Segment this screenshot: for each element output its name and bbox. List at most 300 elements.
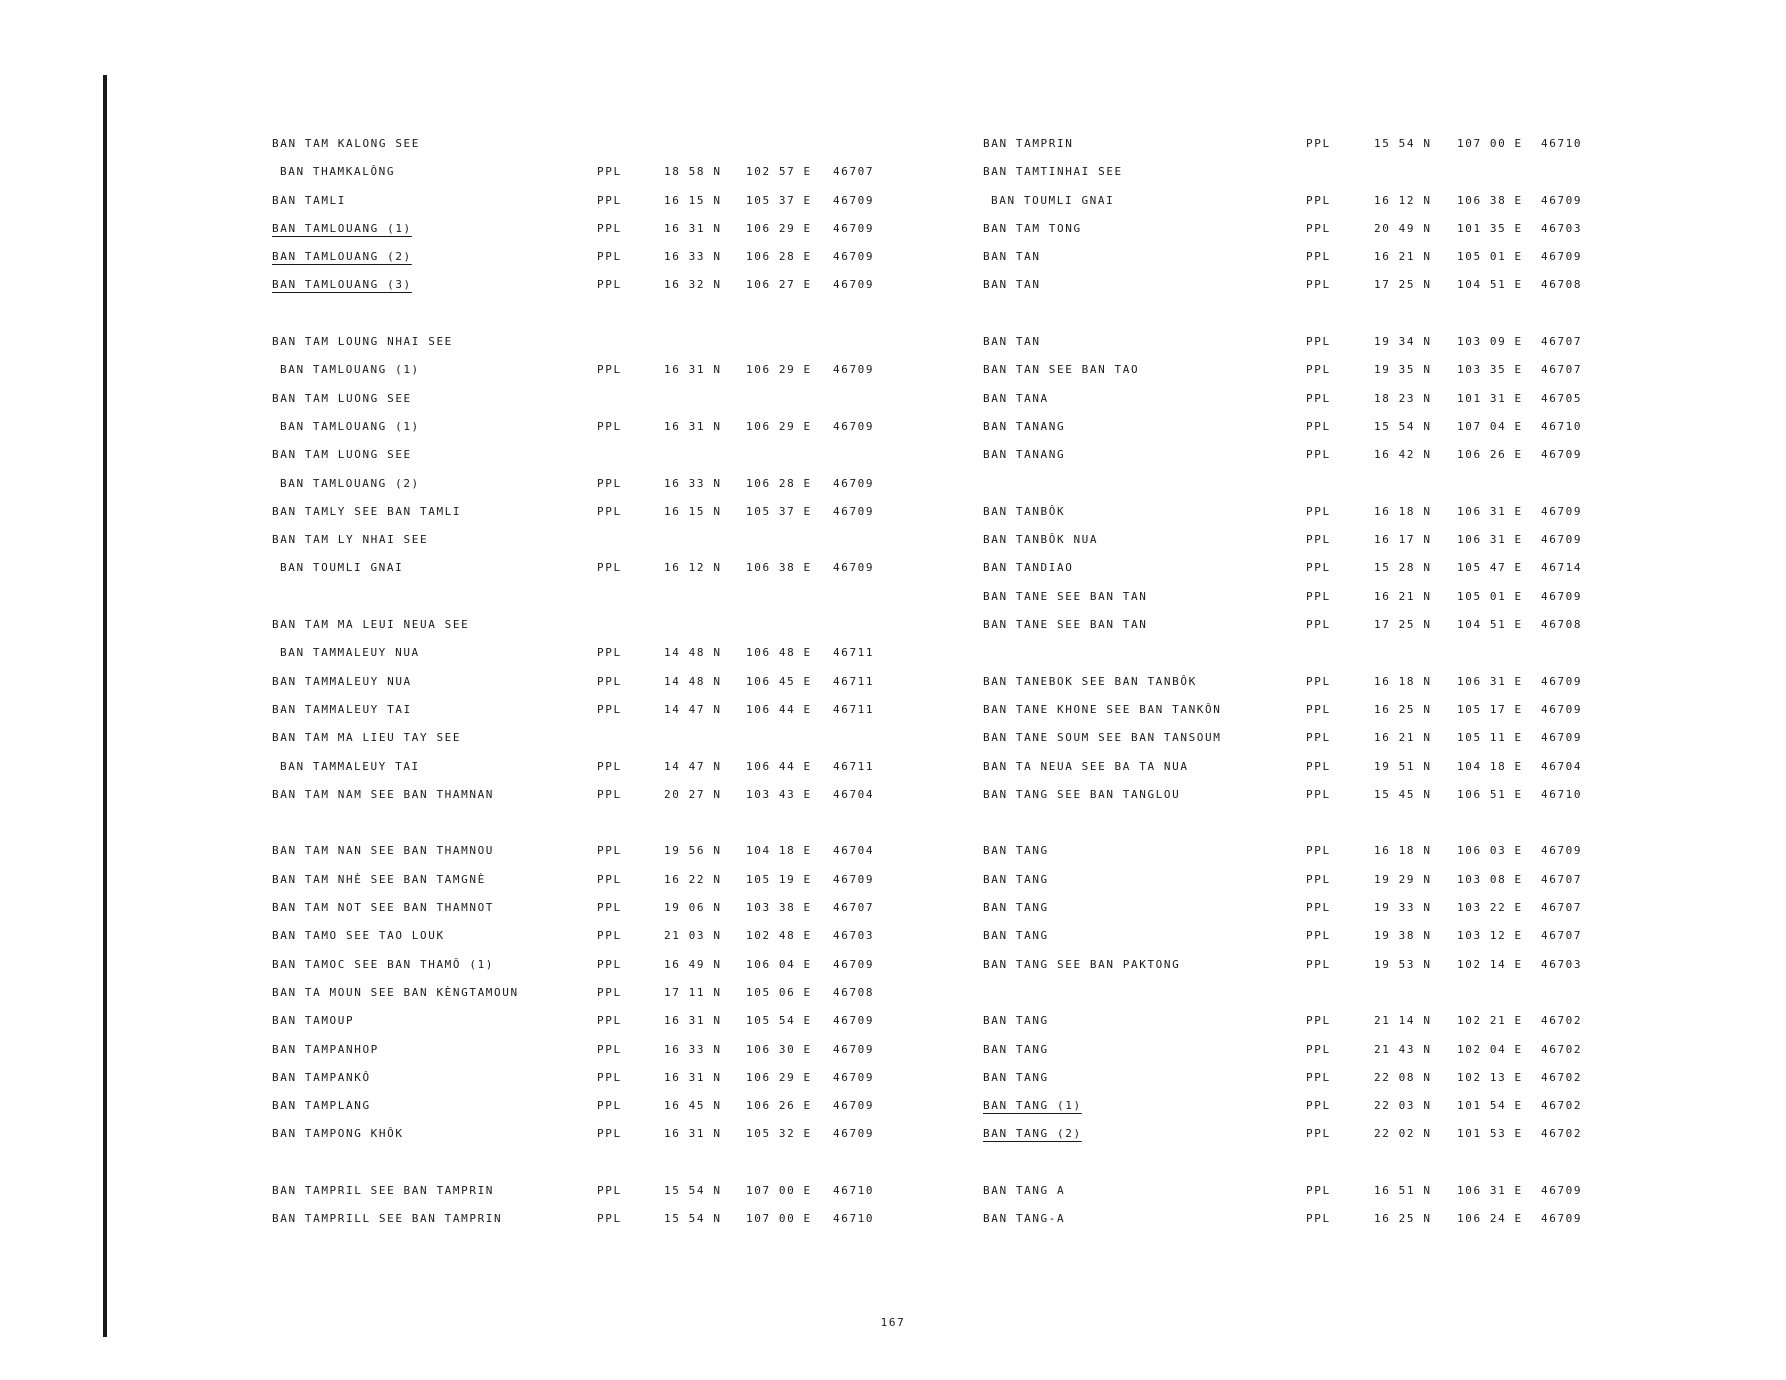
feature-type: PPL <box>1306 759 1331 773</box>
longitude: 106 26 E <box>1457 448 1523 462</box>
gazetteer-entry <box>272 165 992 193</box>
gazetteer-entry <box>983 731 1703 759</box>
entry-name: BAN TANE SOUM SEE BAN TANSOUM <box>983 731 1222 745</box>
feature-type: PPL <box>597 1127 622 1141</box>
sheet-code: 46709 <box>833 1070 875 1084</box>
entry-name: BAN TAM LUONG SEE <box>272 448 412 462</box>
feature-type: PPL <box>597 504 622 518</box>
gazetteer-entry <box>983 505 1703 533</box>
entry-name: BAN TAMMALEUY NUA <box>272 674 412 688</box>
gazetteer-entry <box>272 335 992 363</box>
sheet-code: 46709 <box>833 957 875 971</box>
entry-name: BAN TANANG <box>983 448 1066 462</box>
section-gap <box>272 590 992 618</box>
latitude: 16 33 N <box>664 476 722 490</box>
entry-name: BAN TAMPLANG <box>272 1099 371 1113</box>
gazetteer-entry <box>983 222 1703 250</box>
entry-name: BAN TANG <box>983 1070 1049 1084</box>
feature-type: PPL <box>597 1183 622 1197</box>
latitude: 18 23 N <box>1374 391 1432 405</box>
sheet-code: 46709 <box>1541 674 1583 688</box>
sheet-code: 46709 <box>833 872 875 886</box>
sheet-code: 46709 <box>833 504 875 518</box>
feature-type: PPL <box>597 985 622 999</box>
sheet-code: 46709 <box>833 561 875 575</box>
gazetteer-entry <box>983 788 1703 816</box>
entry-name: BAN TAN <box>983 250 1041 264</box>
feature-type: PPL <box>1306 1183 1331 1197</box>
gazetteer-entry <box>272 222 992 250</box>
sheet-code: 46709 <box>1541 589 1583 603</box>
gazetteer-entry <box>983 929 1703 957</box>
latitude: 15 54 N <box>664 1183 722 1197</box>
sheet-code: 46704 <box>1541 759 1583 773</box>
gazetteer-entry <box>983 1184 1703 1212</box>
longitude: 106 45 E <box>746 674 812 688</box>
sheet-code: 46709 <box>833 193 875 207</box>
longitude: 102 57 E <box>746 165 812 179</box>
gazetteer-entry <box>272 646 992 674</box>
latitude: 17 25 N <box>1374 618 1432 632</box>
latitude: 16 33 N <box>664 1042 722 1056</box>
entry-name: BAN TAM KALONG SEE <box>272 137 421 150</box>
gazetteer-entry <box>272 618 992 646</box>
feature-type: PPL <box>597 957 622 971</box>
sheet-code: 46710 <box>1541 787 1583 801</box>
entry-name: BAN TAN <box>983 278 1041 292</box>
longitude: 106 03 E <box>1457 844 1523 858</box>
section-gap <box>983 986 1703 1014</box>
latitude: 19 06 N <box>664 901 722 915</box>
latitude: 16 15 N <box>664 504 722 518</box>
entry-name: BAN TAMLOUANG (2) <box>272 250 412 264</box>
section-gap <box>272 816 992 844</box>
feature-type: PPL <box>597 759 622 773</box>
latitude: 16 51 N <box>1374 1183 1432 1197</box>
longitude: 106 28 E <box>746 476 812 490</box>
feature-type: PPL <box>1306 674 1331 688</box>
gazetteer-entry <box>272 844 992 872</box>
sheet-code: 46710 <box>833 1212 875 1226</box>
longitude: 106 29 E <box>746 419 812 433</box>
latitude: 16 21 N <box>1374 250 1432 264</box>
feature-type: PPL <box>1306 844 1331 858</box>
longitude: 107 00 E <box>746 1183 812 1197</box>
feature-type: PPL <box>1306 221 1331 235</box>
feature-type: PPL <box>597 674 622 688</box>
feature-type: PPL <box>1306 561 1331 575</box>
entry-name: BAN TAMLOUANG (2) <box>280 476 420 490</box>
gazetteer-entry <box>983 618 1703 646</box>
section-gap <box>983 477 1703 505</box>
entry-name: BAN TAM MA LEUI NEUA SEE <box>272 618 470 632</box>
gazetteer-entry <box>272 703 992 731</box>
longitude: 105 01 E <box>1457 589 1523 603</box>
gazetteer-entry <box>272 250 992 278</box>
latitude: 16 25 N <box>1374 702 1432 716</box>
longitude: 105 37 E <box>746 193 812 207</box>
longitude: 102 14 E <box>1457 957 1523 971</box>
feature-type: PPL <box>597 419 622 433</box>
gazetteer-entry <box>983 137 1703 165</box>
longitude: 107 04 E <box>1457 419 1523 433</box>
sheet-code: 46710 <box>1541 137 1583 150</box>
sheet-code: 46703 <box>1541 957 1583 971</box>
latitude: 19 29 N <box>1374 872 1432 886</box>
gazetteer-entry <box>983 1099 1703 1127</box>
gazetteer-entry <box>983 1014 1703 1042</box>
latitude: 15 54 N <box>664 1212 722 1226</box>
latitude: 16 31 N <box>664 419 722 433</box>
feature-type: PPL <box>597 1099 622 1113</box>
entry-name: BAN TANG-A <box>983 1212 1066 1226</box>
latitude: 14 47 N <box>664 702 722 716</box>
longitude: 104 51 E <box>1457 278 1523 292</box>
feature-type: PPL <box>1306 589 1331 603</box>
latitude: 19 34 N <box>1374 335 1432 349</box>
longitude: 107 00 E <box>1457 137 1523 150</box>
entry-name: BAN TANE KHONE SEE BAN TANKÔN <box>983 702 1222 716</box>
latitude: 15 28 N <box>1374 561 1432 575</box>
gazetteer-entry <box>272 137 992 165</box>
sheet-code: 46708 <box>833 985 875 999</box>
entry-name: BAN TAMMALEUY NUA <box>280 646 420 660</box>
gazetteer-entry <box>983 703 1703 731</box>
longitude: 102 04 E <box>1457 1042 1523 1056</box>
gazetteer-entry <box>272 929 992 957</box>
sheet-code: 46709 <box>833 1127 875 1141</box>
latitude: 14 48 N <box>664 646 722 660</box>
longitude: 106 26 E <box>746 1099 812 1113</box>
longitude: 103 08 E <box>1457 872 1523 886</box>
gazetteer-entry <box>272 477 992 505</box>
feature-type: PPL <box>597 561 622 575</box>
gazetteer-entry <box>983 278 1703 306</box>
latitude: 19 38 N <box>1374 929 1432 943</box>
sheet-code: 46714 <box>1541 561 1583 575</box>
latitude: 17 25 N <box>1374 278 1432 292</box>
gazetteer-entry <box>272 1071 992 1099</box>
gazetteer-entry <box>272 561 992 589</box>
feature-type: PPL <box>1306 618 1331 632</box>
longitude: 106 44 E <box>746 702 812 716</box>
sheet-code: 46702 <box>1541 1127 1583 1141</box>
longitude: 105 19 E <box>746 872 812 886</box>
gazetteer-entry <box>272 675 992 703</box>
latitude: 16 32 N <box>664 278 722 292</box>
entry-name: BAN TANG <box>983 1042 1049 1056</box>
entry-name: BAN TAMLOUANG (1) <box>280 363 420 377</box>
entry-name: BAN TANE SEE BAN TAN <box>983 618 1148 632</box>
sheet-code: 46703 <box>833 929 875 943</box>
entry-name: BAN TAM LY NHAI SEE <box>272 533 429 547</box>
sheet-code: 46707 <box>833 165 875 179</box>
sheet-code: 46707 <box>1541 901 1583 915</box>
entry-name: BAN TAM NAM SEE BAN THAMNAN <box>272 787 495 801</box>
latitude: 20 49 N <box>1374 221 1432 235</box>
gazetteer-entry <box>983 873 1703 901</box>
sheet-code: 46705 <box>1541 391 1583 405</box>
feature-type: PPL <box>1306 1014 1331 1028</box>
sheet-code: 46709 <box>1541 702 1583 716</box>
entry-name: BAN TANG <box>983 872 1049 886</box>
entry-name: BAN TAN <box>983 335 1041 349</box>
sheet-code: 46709 <box>1541 731 1583 745</box>
sheet-code: 46709 <box>833 1042 875 1056</box>
longitude: 106 04 E <box>746 957 812 971</box>
entry-name: BAN THAMKALÔNG <box>280 165 396 179</box>
longitude: 106 31 E <box>1457 504 1523 518</box>
entry-name: BAN TAMOC SEE BAN THAMÔ (1) <box>272 957 495 971</box>
entry-name: BAN TAMPRILL SEE BAN TAMPRIN <box>272 1212 503 1226</box>
feature-type: PPL <box>1306 957 1331 971</box>
latitude: 16 31 N <box>664 221 722 235</box>
sheet-code: 46702 <box>1541 1014 1583 1028</box>
gazetteer-entry <box>983 363 1703 391</box>
feature-type: PPL <box>597 787 622 801</box>
longitude: 105 47 E <box>1457 561 1523 575</box>
feature-type: PPL <box>1306 702 1331 716</box>
sheet-code: 46708 <box>1541 618 1583 632</box>
entry-name: BAN TAMPANHOP <box>272 1042 379 1056</box>
sheet-code: 46709 <box>1541 448 1583 462</box>
feature-type: PPL <box>1306 504 1331 518</box>
gazetteer-left-column <box>272 137 992 1241</box>
longitude: 106 51 E <box>1457 787 1523 801</box>
feature-type: PPL <box>1306 391 1331 405</box>
feature-type: PPL <box>597 646 622 660</box>
latitude: 21 43 N <box>1374 1042 1432 1056</box>
gazetteer-entry <box>983 250 1703 278</box>
sheet-code: 46709 <box>833 419 875 433</box>
section-gap <box>272 1156 992 1184</box>
longitude: 106 31 E <box>1457 1183 1523 1197</box>
sheet-code: 46709 <box>1541 504 1583 518</box>
sheet-code: 46709 <box>1541 844 1583 858</box>
latitude: 20 27 N <box>664 787 722 801</box>
feature-type: PPL <box>1306 901 1331 915</box>
entry-name: BAN TANEBOK SEE BAN TANBÔK <box>983 674 1197 688</box>
sheet-code: 46710 <box>833 1183 875 1197</box>
sheet-code: 46709 <box>1541 1212 1583 1226</box>
longitude: 106 29 E <box>746 363 812 377</box>
latitude: 22 02 N <box>1374 1127 1432 1141</box>
entry-name: BAN TAMPRIL SEE BAN TAMPRIN <box>272 1183 495 1197</box>
longitude: 103 38 E <box>746 901 812 915</box>
sheet-code: 46711 <box>833 702 875 716</box>
entry-name: BAN TAM LOUNG NHAI SEE <box>272 335 453 349</box>
longitude: 104 18 E <box>746 844 812 858</box>
feature-type: PPL <box>597 278 622 292</box>
entry-name: BAN TAMO SEE TAO LOUK <box>272 929 445 943</box>
longitude: 103 22 E <box>1457 901 1523 915</box>
entry-name: BAN TANG SEE BAN PAKTONG <box>983 957 1181 971</box>
entry-name: BAN TAMPRIN <box>983 137 1074 150</box>
gazetteer-entry <box>983 194 1703 222</box>
longitude: 107 00 E <box>746 1212 812 1226</box>
longitude: 106 27 E <box>746 278 812 292</box>
entry-name: BAN TANE SEE BAN TAN <box>983 589 1148 603</box>
sheet-code: 46709 <box>1541 533 1583 547</box>
sheet-code: 46709 <box>833 363 875 377</box>
section-gap <box>272 307 992 335</box>
sheet-code: 46707 <box>833 901 875 915</box>
entry-name: BAN TANANG <box>983 419 1066 433</box>
binding-margin-bar <box>103 75 107 1337</box>
latitude: 16 31 N <box>664 1014 722 1028</box>
sheet-code: 46709 <box>1541 1183 1583 1197</box>
entry-name: BAN TANG SEE BAN TANGLOU <box>983 787 1181 801</box>
latitude: 21 03 N <box>664 929 722 943</box>
longitude: 105 17 E <box>1457 702 1523 716</box>
section-gap <box>983 646 1703 674</box>
gazetteer-entry <box>272 1014 992 1042</box>
feature-type: PPL <box>1306 1127 1331 1141</box>
entry-name: BAN TAMLI <box>272 193 347 207</box>
entry-name: BAN TAM TONG <box>983 221 1082 235</box>
gazetteer-entry <box>983 420 1703 448</box>
latitude: 16 42 N <box>1374 448 1432 462</box>
feature-type: PPL <box>1306 787 1331 801</box>
sheet-code: 46707 <box>1541 872 1583 886</box>
gazetteer-entry <box>983 844 1703 872</box>
entry-name: BAN TA NEUA SEE BA TA NUA <box>983 759 1189 773</box>
sheet-code: 46707 <box>1541 335 1583 349</box>
latitude: 14 48 N <box>664 674 722 688</box>
feature-type: PPL <box>597 363 622 377</box>
longitude: 106 24 E <box>1457 1212 1523 1226</box>
longitude: 106 38 E <box>746 561 812 575</box>
sheet-code: 46710 <box>1541 419 1583 433</box>
feature-type: PPL <box>1306 533 1331 547</box>
feature-type: PPL <box>1306 335 1331 349</box>
entry-name: BAN TAM NAN SEE BAN THAMNOU <box>272 844 495 858</box>
entry-name: BAN TAM LUONG SEE <box>272 391 412 405</box>
gazetteer-entry <box>272 986 992 1014</box>
sheet-code: 46709 <box>1541 193 1583 207</box>
longitude: 106 31 E <box>1457 533 1523 547</box>
latitude: 16 15 N <box>664 193 722 207</box>
latitude: 16 12 N <box>1374 193 1432 207</box>
page-number: 167 <box>880 1316 906 1329</box>
feature-type: PPL <box>597 1070 622 1084</box>
sheet-code: 46711 <box>833 646 875 660</box>
feature-type: PPL <box>1306 1212 1331 1226</box>
sheet-code: 46708 <box>1541 278 1583 292</box>
feature-type: PPL <box>597 165 622 179</box>
gazetteer-entry <box>983 901 1703 929</box>
entry-name: BAN TAMPONG KHÔK <box>272 1127 404 1141</box>
latitude: 16 45 N <box>664 1099 722 1113</box>
feature-type: PPL <box>1306 872 1331 886</box>
longitude: 104 18 E <box>1457 759 1523 773</box>
feature-type: PPL <box>597 702 622 716</box>
longitude: 106 30 E <box>746 1042 812 1056</box>
longitude: 106 31 E <box>1457 674 1523 688</box>
entry-name: BAN TANA <box>983 391 1049 405</box>
gazetteer-right-column <box>983 137 1703 1241</box>
feature-type: PPL <box>1306 1070 1331 1084</box>
sheet-code: 46709 <box>833 1099 875 1113</box>
longitude: 103 35 E <box>1457 363 1523 377</box>
entry-name: BAN TOUMLI GNAI <box>280 561 404 575</box>
sheet-code: 46709 <box>833 278 875 292</box>
feature-type: PPL <box>597 1212 622 1226</box>
gazetteer-entry <box>983 165 1703 193</box>
longitude: 101 35 E <box>1457 221 1523 235</box>
latitude: 16 25 N <box>1374 1212 1432 1226</box>
gazetteer-entry <box>983 1127 1703 1155</box>
longitude: 106 48 E <box>746 646 812 660</box>
entry-name: BAN TAMPANKÔ <box>272 1070 371 1084</box>
latitude: 19 33 N <box>1374 901 1432 915</box>
sheet-code: 46711 <box>833 674 875 688</box>
feature-type: PPL <box>597 476 622 490</box>
gazetteer-entry <box>983 448 1703 476</box>
sheet-code: 46709 <box>833 250 875 264</box>
gazetteer-entry <box>983 561 1703 589</box>
entry-name: BAN TAM NHÈ SEE BAN TAMGNÈ <box>272 872 486 886</box>
longitude: 105 32 E <box>746 1127 812 1141</box>
latitude: 16 31 N <box>664 1127 722 1141</box>
sheet-code: 46709 <box>833 1014 875 1028</box>
section-gap <box>983 816 1703 844</box>
latitude: 15 45 N <box>1374 787 1432 801</box>
latitude: 14 47 N <box>664 759 722 773</box>
gazetteer-entry <box>983 335 1703 363</box>
longitude: 105 11 E <box>1457 731 1523 745</box>
longitude: 105 54 E <box>746 1014 812 1028</box>
gazetteer-entry <box>272 958 992 986</box>
sheet-code: 46709 <box>833 221 875 235</box>
longitude: 106 29 E <box>746 1070 812 1084</box>
longitude: 101 54 E <box>1457 1099 1523 1113</box>
gazetteer-entry <box>272 788 992 816</box>
gazetteer-entry <box>272 505 992 533</box>
entry-name: BAN TANDIAO <box>983 561 1074 575</box>
feature-type: PPL <box>1306 250 1331 264</box>
latitude: 16 18 N <box>1374 674 1432 688</box>
longitude: 104 51 E <box>1457 618 1523 632</box>
sheet-code: 46702 <box>1541 1070 1583 1084</box>
gazetteer-entry <box>272 731 992 759</box>
entry-name: BAN TOUMLI GNAI <box>991 193 1115 207</box>
entry-name: BAN TAMTINHAI SEE <box>983 165 1123 179</box>
feature-type: PPL <box>597 1042 622 1056</box>
sheet-code: 46704 <box>833 787 875 801</box>
latitude: 15 54 N <box>1374 137 1432 150</box>
gazetteer-entry <box>272 448 992 476</box>
entry-name: BAN TAMMALEUY TAI <box>280 759 420 773</box>
entry-name: BAN TANBÔK <box>983 504 1066 518</box>
latitude: 16 12 N <box>664 561 722 575</box>
gazetteer-entry <box>272 1043 992 1071</box>
longitude: 106 44 E <box>746 759 812 773</box>
entry-name: BAN TAMLOUANG (1) <box>280 419 420 433</box>
sheet-code: 46709 <box>1541 250 1583 264</box>
latitude: 16 17 N <box>1374 533 1432 547</box>
latitude: 16 49 N <box>664 957 722 971</box>
feature-type: PPL <box>1306 1042 1331 1056</box>
entry-name: BAN TAMMALEUY TAI <box>272 702 412 716</box>
sheet-code: 46702 <box>1541 1099 1583 1113</box>
feature-type: PPL <box>597 901 622 915</box>
gazetteer-entry <box>272 194 992 222</box>
entry-name: BAN TA MOUN SEE BAN KÈNGTAMOUN <box>272 985 519 999</box>
entry-name: BAN TANG <box>983 901 1049 915</box>
sheet-code: 46711 <box>833 759 875 773</box>
latitude: 16 22 N <box>664 872 722 886</box>
